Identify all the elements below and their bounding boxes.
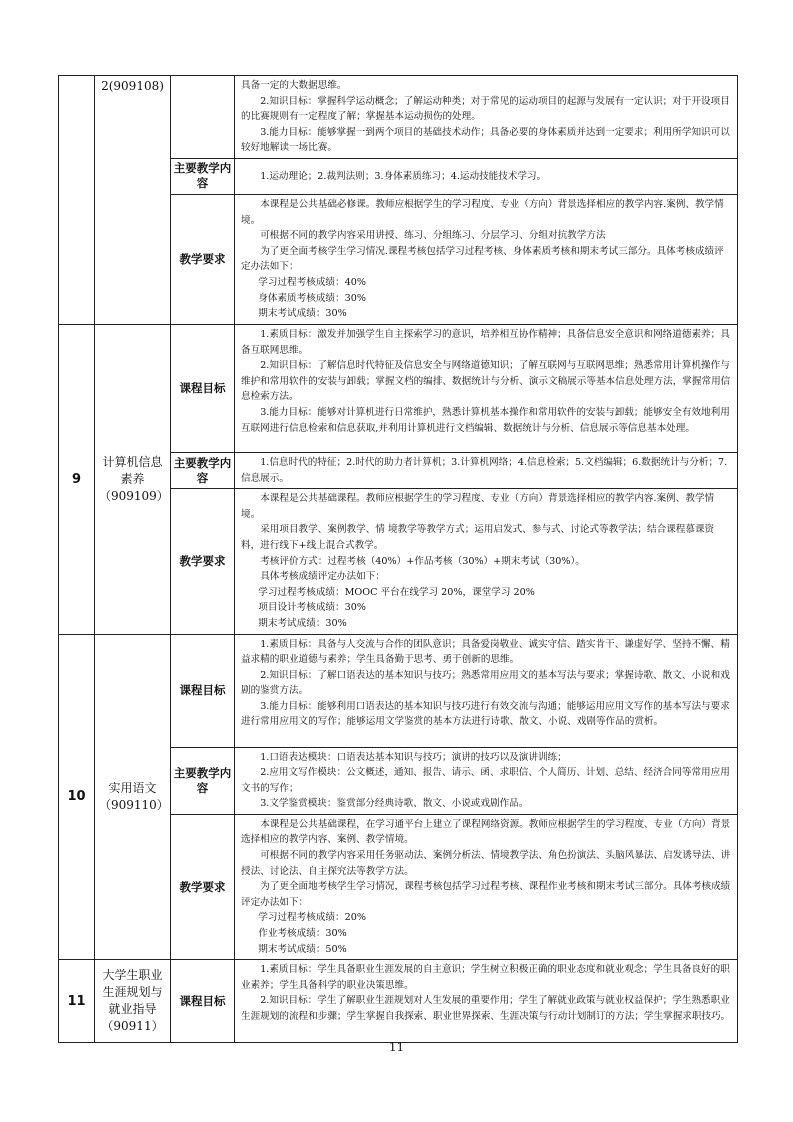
goal-label-cell	[171, 76, 235, 159]
req-line: 可根据不同的教学内容采用任务驱动法、案例分析法、情境教学法、角色扮演法、头脑风暴法、启发诱导法、讲授法、讨论法、自主探究法等教学方法。	[241, 850, 731, 877]
goal-line: 1.素质目标：学生具备职业生涯发展的自主意识；学生树立积极正确的职业态度和就业观念；学生具备良好的职业素养；学生具备科学的职业决策思维。	[241, 964, 730, 991]
content-text	[235, 158, 738, 194]
course-name: 2(909108)	[95, 76, 171, 325]
content-line: 2.应用文写作模块：公文概述，通知、报告、请示、函、求职信、个人简历、计划、总结、经济合同等常用应用文书的写作；	[241, 767, 730, 794]
course-goal-text	[235, 960, 738, 1043]
req-line: 考核评价方式：过程考核（40%）+作品考核（30%）+期末考试（30%）。	[260, 555, 585, 567]
content-line: 1.信息时代的特征；2.时代的助力者计算机；3.计算机网络；4.信息检索；5.文档编辑；6.数据统计与分析；7.信息展示。	[241, 456, 728, 484]
requirement-label: 教学要求	[171, 489, 235, 634]
req-line: 项目设计考核成绩：30%	[258, 602, 366, 614]
content-label: 主要教学内容	[171, 452, 235, 488]
course-name: 实用语文（909110）	[95, 634, 171, 960]
req-line: 作业考核成绩：30%	[258, 928, 347, 940]
req-line: 本课程是公共基础必修课。教师应根据学生的学习程度、专业（方向）背景选择相应的教学内容.案例、教学情境。	[241, 198, 724, 226]
content-line: 3.文学鉴赏模块：鉴赏部分经典诗歌、散文、小说或戏剧作品。	[260, 798, 529, 810]
requirement-text	[235, 814, 738, 959]
course-number: 10	[59, 634, 95, 960]
goal-label: 课程目标	[171, 960, 235, 1043]
req-line: 期末考试成绩：30%	[258, 617, 347, 629]
req-line: 为了更全面考核学生学习情况.课程考核包括学习过程考核、身体素质考核和期末考试三部分。具体考核成绩评定办法如下：	[241, 245, 724, 273]
goal-label: 课程目标	[171, 324, 235, 452]
goal-line: 具备一定的大数据思维。	[241, 80, 347, 91]
page-number: 11	[388, 1040, 405, 1054]
course-number-cell	[59, 76, 95, 325]
content-label: 主要教学内容	[171, 747, 235, 814]
course-goal-text	[235, 324, 738, 452]
course-name: 大学生职业生涯规划与就业指导（90911）	[95, 960, 171, 1043]
goal-line: 1.素质目标：激发并加强学生自主探索学习的意识，培养相互协作精神；具备信息安全意识和网络道德素养；具备互联网思维。	[241, 328, 730, 356]
goal-line: 3.能力目标：能够对计算机进行日常维护，熟悉计算机基本操作和常用软件的安装与卸载；能够安全有效地利用互联网进行信息检索和信息获取,并利用计算机进行文档编辑、数据统计与分析、信息展示等信息基本处理。	[241, 406, 730, 434]
content-line: 1.口语表达模块：口语表达基本知识与技巧；演讲的技巧以及演讲训练；	[260, 751, 567, 763]
goal-line: 3.能力目标：能够掌握一到两个项目的基础技术动作；具备必要的身体素质并达到一定要求；利用所学知识可以较好地解读一场比赛。	[241, 126, 730, 154]
course-goal-text	[235, 634, 738, 747]
goal-line: 2.知识目标：了解口语表达的基本知识与技巧；熟悉常用应用文的基本写法与要求；掌握诗歌、散文、小说和戏剧的鉴赏方法。	[241, 669, 730, 697]
course-table	[58, 75, 738, 1043]
req-line: 本课程是公共基础课程。教师应根据学生的学习程度、专业（方向）背景选择相应的教学内容.案例、教学情境。	[241, 493, 715, 520]
requirement-text	[235, 194, 738, 324]
course-number: 11	[59, 960, 95, 1043]
req-line: 具体考核成绩评定办法如下：	[260, 571, 385, 583]
req-line: 可根据不同的教学内容采用讲授、练习、分组练习、分层学习、分组对抗教学方法	[260, 230, 606, 242]
goal-line: 1.素质目标：具备与人交流与合作的团队意识；具备爱岗敬业、诚实守信、踏实肯干、谦虚好学、坚持不懈、精益求精的职业道德与素养；学生具备勤于思考、勇于创新的思维。	[241, 638, 730, 666]
goal-line: 2.知识目标：学生了解职业生涯规划对人生发展的重要作用；学生了解就业政策与就业权益保护；学生熟悉职业生涯规划的流程和步骤；学生掌握自我探索、职业世界探索、生涯决策与行动计划制订的方法；学生掌握求职技巧。	[241, 995, 731, 1022]
req-line: 身体素质考核成绩：30%	[258, 292, 366, 304]
req-line: 为了更全面地考核学生学习情况，课程考核包括学习过程考核、课程作业考核和期末考试三部分。具体考核成绩评定办法如下：	[241, 881, 731, 908]
goal-label: 课程目标	[171, 634, 235, 747]
requirement-label: 教学要求	[171, 194, 235, 324]
req-line: 采用项目教学、案例教学、情 境教学等教学方式；运用启发式、参与式、讨论式等教学法；结合课程慕课资料，进行线下+线上混合式教学。	[241, 524, 715, 551]
req-line: 期末考试成绩：50%	[258, 943, 347, 955]
content-text	[235, 747, 738, 814]
req-line: 期末考试成绩：30%	[258, 308, 347, 320]
content-line: 1.运动理论；2.裁判法则；3.身体素质练习；4.运动技能技术学习。	[260, 170, 547, 182]
requirement-text	[235, 489, 738, 634]
req-line: 学习过程考核成绩：MOOC 平台在线学习 20%，课堂学习 20%	[258, 586, 535, 598]
content-text	[235, 452, 738, 488]
req-line: 学习过程考核成绩：40%	[258, 276, 366, 288]
course-goal-text	[235, 76, 738, 159]
goal-line: 2.知识目标：了解信息时代特征及信息安全与网络道德知识；了解互联网与互联网思维；熟悉常用计算机操作与维护和常用软件的安装与卸载；掌握文档的编排、数据统计与分析、演示文稿展示等基本信息处理方法，掌握常用信息检索方法。	[241, 360, 731, 403]
course-number: 9	[59, 324, 95, 634]
goal-line: 2.知识目标：掌握科学运动概念；了解运动种类；对于常见的运动项目的起源与发展有一定认识；对于开设项目的比赛规则有一定程度了解；掌握基本运动损伤的处理。	[241, 95, 730, 123]
req-line: 本课程是公共基础课程，在学习通平台上建立了课程网络资源。教师应根据学生的学习程度、专业（方向）背景选择相应的教学内容、案例、教学情境。	[241, 818, 731, 846]
req-line: 学习过程考核成绩：20%	[258, 912, 366, 924]
requirement-label: 教学要求	[171, 814, 235, 959]
goal-line: 3.能力目标：能够利用口语表达的基本知识与技巧进行有效交流与沟通；能够运用应用文写作的基本写法与要求进行常用应用文的写作；能够运用文学鉴赏的基本方法进行诗歌、散文、小说、戏剧等作品的赏析。	[241, 700, 730, 728]
content-label: 主要教学内容	[171, 158, 235, 194]
course-name: 计算机信息素养（909109）	[95, 324, 171, 634]
